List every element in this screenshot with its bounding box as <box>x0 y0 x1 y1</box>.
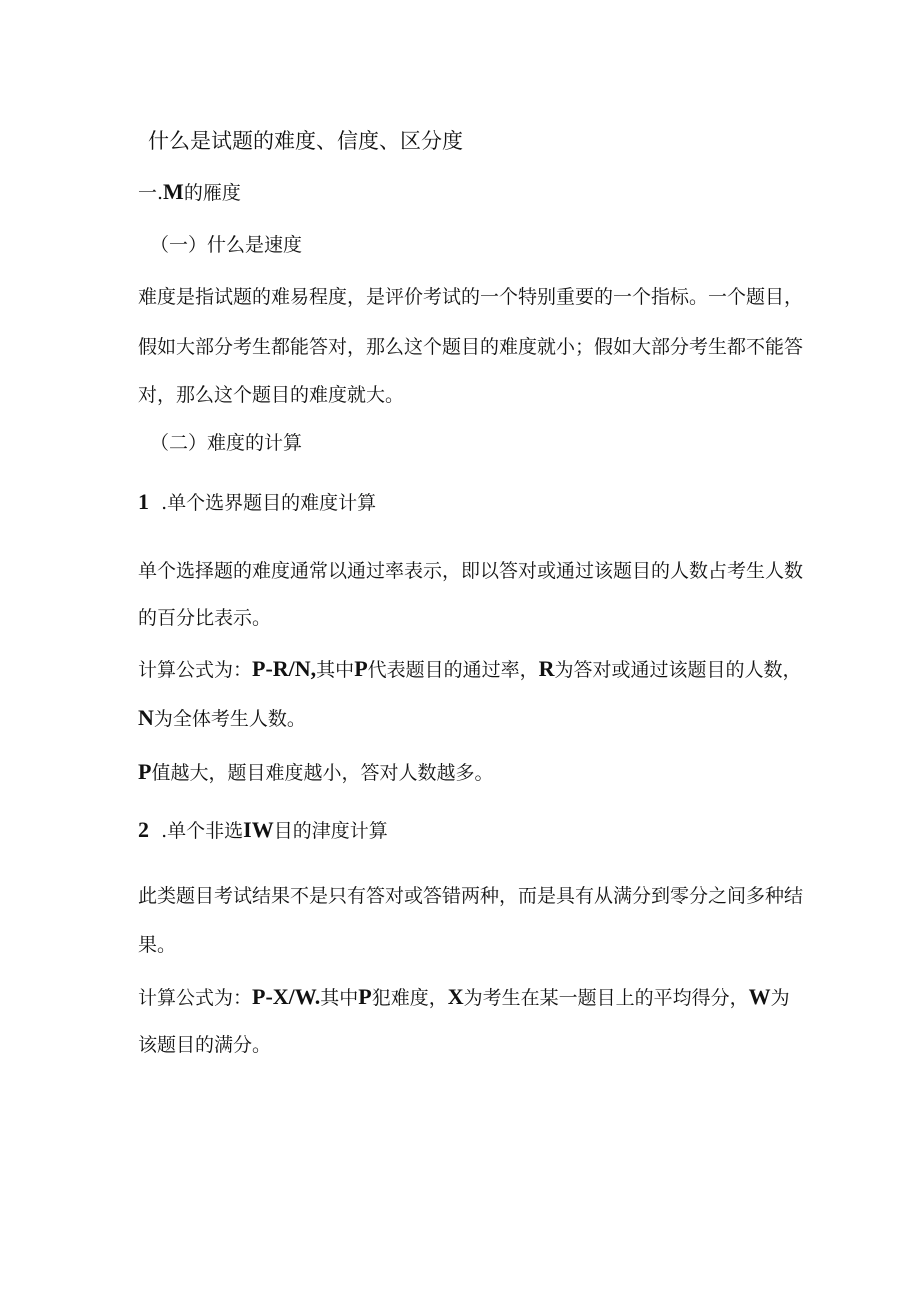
formula-text: 为考生在某一题目上的平均得分， <box>463 987 749 1009</box>
paragraph-2-line-2: 的百分比表示。 <box>138 607 272 629</box>
section-prefix: 一. <box>138 182 164 204</box>
formula-expression: P-R/N, <box>252 656 317 681</box>
item-text: .单个选界题目的难度计算 <box>161 492 377 514</box>
formula-1-line-2 <box>138 706 306 731</box>
formula-text: 犯难度， <box>371 987 448 1009</box>
formula-var: N <box>138 705 154 730</box>
subheading-1: （一）什么是速度 <box>150 234 303 256</box>
formula-text: 其中 <box>316 659 355 681</box>
item-text: .单个非选 <box>161 820 244 842</box>
formula-var: P <box>358 984 372 1009</box>
formula-text: 为全体考生人数。 <box>153 708 306 730</box>
section-heading-1 <box>138 180 241 205</box>
item-number: 2 <box>138 817 149 842</box>
section-suffix: 的雁度 <box>183 182 241 204</box>
formula-1-line-1 <box>138 657 802 682</box>
item-heading-2 <box>138 818 388 843</box>
formula-label: 计算公式为： <box>138 987 253 1009</box>
paragraph-2-line-1: 单个选择题的难度通常以通过率表示，即以答对或通过该题目的人数占考生人数 <box>138 560 804 582</box>
item-text: 目的津度计算 <box>273 820 388 842</box>
formula-text: 其中 <box>320 987 359 1009</box>
paragraph-3-line-2: 果。 <box>138 934 177 956</box>
formula-text: 为 <box>770 987 790 1009</box>
paragraph-3-line-1: 此类题目考试结果不是只有答对或答错两种，而是具有从满分到零分之间多种结 <box>138 885 804 907</box>
item-heading-1 <box>138 490 376 515</box>
formula-var: P <box>354 656 368 681</box>
item-number: 1 <box>138 489 149 514</box>
note-text: 值越大，题目难度越小，答对人数越多。 <box>151 762 494 784</box>
formula-var: X <box>447 984 464 1009</box>
subheading-2: （二）难度的计算 <box>150 432 303 454</box>
paragraph-1-line-2: 假如大部分考生都能答对，那么这个题目的难度就小；假如大部分考生都不能答 <box>138 336 804 358</box>
note-var: P <box>138 759 152 784</box>
section-bold: M <box>163 179 184 204</box>
formula-var: R <box>538 656 555 681</box>
paragraph-1-line-3: 对，那么这个题目的难度就大。 <box>138 384 405 406</box>
formula-2-line-2: 该题目的满分。 <box>138 1034 272 1056</box>
formula-text: 为答对或通过该题目的人数， <box>554 659 802 681</box>
formula-2-line-1 <box>138 985 790 1010</box>
paragraph-1-line-1: 难度是指试题的难易程度，是评价考试的一个特别重要的一个指标。一个题目， <box>138 286 804 308</box>
formula-var: W <box>748 984 771 1009</box>
document-title: 什么是试题的难度、信度、区分度 <box>148 129 463 153</box>
formula-text: 代表题目的通过率， <box>367 659 539 681</box>
note-1 <box>138 760 493 785</box>
item-bold: IW <box>243 817 274 842</box>
formula-label: 计算公式为： <box>138 659 253 681</box>
formula-expression: P-X/W. <box>252 984 321 1009</box>
